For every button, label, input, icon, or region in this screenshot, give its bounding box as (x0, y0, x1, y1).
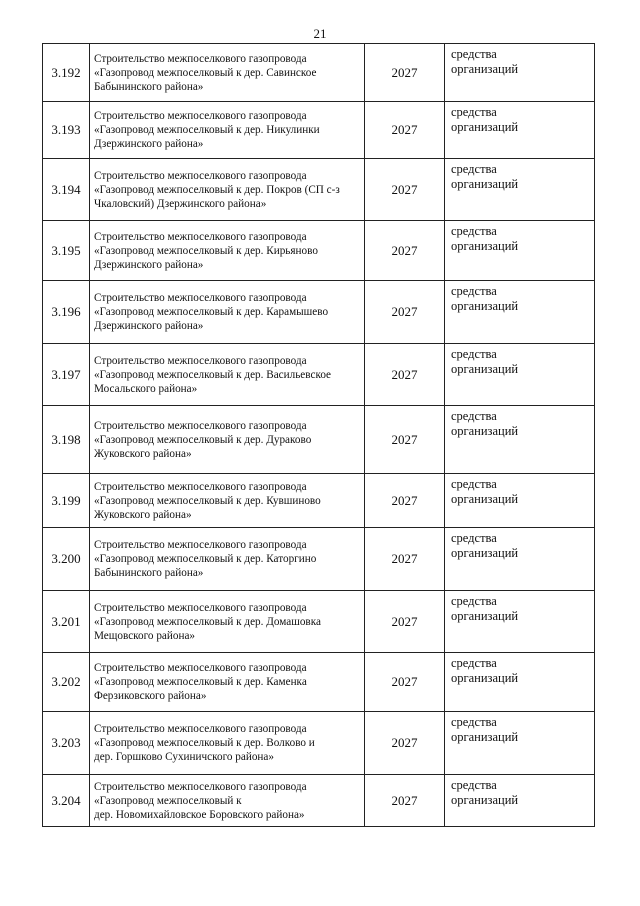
funding-source-line: организаций (451, 730, 519, 744)
table-row (43, 44, 595, 102)
funding-source-line: средства (451, 224, 497, 238)
table-row (43, 102, 595, 159)
item-year: 2027 (365, 44, 445, 102)
item-number: 3.197 (43, 344, 90, 406)
funding-source-line: организаций (451, 62, 519, 76)
description-line: Жуковского района» (94, 447, 192, 460)
item-number: 3.203 (43, 712, 90, 775)
item-year: 2027 (365, 474, 445, 528)
funding-source-line: организаций (451, 120, 519, 134)
description-line: Строительство межпоселкового газопровода (94, 601, 307, 614)
funding-source-line: средства (451, 162, 497, 176)
item-description (90, 221, 365, 281)
item-number: 3.200 (43, 528, 90, 591)
funding-source (445, 775, 595, 827)
description-line: «Газопровод межпоселковый к дер. Каторгино (94, 553, 317, 565)
item-number: 3.196 (43, 281, 90, 344)
description-line: Строительство межпоселкового газопровода (94, 230, 307, 243)
item-description (90, 344, 365, 406)
funding-source-line: организаций (451, 609, 519, 623)
item-number: 3.192 (43, 44, 90, 102)
description-line: «Газопровод межпоселковый к дер. Кирьяново (94, 244, 318, 257)
funding-source-line: средства (451, 477, 497, 491)
description-line: Дзержинского района» (94, 320, 204, 332)
item-year: 2027 (365, 344, 445, 406)
description-line: Дзержинского района» (94, 138, 204, 150)
item-year: 2027 (365, 775, 445, 827)
description-line: «Газопровод межпоселковый к дер. Волково и (94, 737, 315, 749)
plan-table-body (43, 44, 595, 827)
item-description (90, 102, 365, 159)
funding-source (445, 44, 595, 102)
page-number: 21 (313, 26, 327, 41)
funding-source-line: организаций (451, 671, 519, 685)
funding-source-line: организаций (451, 793, 519, 807)
funding-source (445, 281, 595, 344)
description-line: дер. Горшково Сухиничского района» (94, 751, 274, 763)
funding-source-line: средства (451, 594, 497, 608)
item-description (90, 712, 365, 775)
item-number: 3.193 (43, 102, 90, 159)
item-number: 3.201 (43, 591, 90, 653)
funding-source-line: организаций (451, 239, 519, 253)
funding-source-line: средства (451, 778, 497, 792)
description-line: Жуковского района» (94, 508, 192, 521)
funding-source (445, 528, 595, 591)
description-line: Мосальского района» (94, 382, 198, 395)
description-line: Строительство межпоселкового газопровода (94, 419, 307, 432)
funding-source-line: организаций (451, 362, 519, 376)
description-line: «Газопровод межпоселковый к дер. Савинское (94, 66, 317, 79)
funding-source-line: средства (451, 656, 497, 670)
description-line: Мещовского района» (94, 629, 196, 642)
item-description (90, 44, 365, 102)
item-year: 2027 (365, 406, 445, 474)
item-number: 3.199 (43, 474, 90, 528)
item-year: 2027 (365, 159, 445, 221)
description-line: Строительство межпоселкового газопровода (94, 169, 307, 182)
table-row (43, 344, 595, 406)
funding-source (445, 591, 595, 653)
description-line: «Газопровод межпоселковый к (94, 794, 242, 807)
description-line: «Газопровод межпоселковый к дер. Васильевское (94, 368, 332, 381)
table-row (43, 591, 595, 653)
item-description (90, 281, 365, 344)
item-number: 3.202 (43, 653, 90, 712)
description-line: «Газопровод межпоселковый к дер. Дураково (94, 433, 312, 446)
funding-source-line: организаций (451, 492, 519, 506)
description-line: Ферзиковского района» (94, 690, 207, 702)
table-row (43, 528, 595, 591)
description-line: Дзержинского района» (94, 258, 204, 271)
table-row (43, 775, 595, 827)
description-line: Строительство межпоселкового газопровода (94, 480, 307, 493)
item-year: 2027 (365, 528, 445, 591)
funding-source-line: средства (451, 409, 497, 423)
item-description (90, 775, 365, 827)
item-description (90, 406, 365, 474)
description-line: Строительство межпоселкового газопровода (94, 539, 307, 551)
description-line: Чкаловский) Дзержинского района» (94, 197, 267, 210)
funding-source (445, 653, 595, 712)
funding-source-line: средства (451, 531, 497, 545)
item-year: 2027 (365, 221, 445, 281)
funding-source (445, 344, 595, 406)
description-line: Строительство межпоселкового газопровода (94, 662, 307, 674)
item-description (90, 653, 365, 712)
description-line: «Газопровод межпоселковый к дер. Карамышево (94, 306, 329, 318)
item-year: 2027 (365, 281, 445, 344)
plan-table (42, 43, 595, 827)
description-line: Строительство межпоселкового газопровода (94, 723, 307, 735)
description-line: Строительство межпоселкового газопровода (94, 780, 307, 793)
item-year: 2027 (365, 653, 445, 712)
table-row (43, 712, 595, 775)
funding-source-line: средства (451, 105, 497, 119)
funding-source-line: организаций (451, 299, 519, 313)
description-line: «Газопровод межпоселковый к дер. Каменка (94, 676, 307, 688)
funding-source-line: организаций (451, 177, 519, 191)
description-line: «Газопровод межпоселковый к дер. Домашовка (94, 615, 321, 628)
funding-source-line: средства (451, 284, 497, 298)
item-description (90, 474, 365, 528)
description-line: Строительство межпоселкового газопровода (94, 354, 307, 367)
description-line: «Газопровод межпоселковый к дер. Кувшиново (94, 494, 321, 507)
description-line: Бабынинского района» (94, 80, 204, 93)
funding-source-line: средства (451, 47, 497, 61)
funding-source (445, 406, 595, 474)
item-description (90, 159, 365, 221)
item-year: 2027 (365, 712, 445, 775)
table-row (43, 281, 595, 344)
item-year: 2027 (365, 102, 445, 159)
item-number: 3.194 (43, 159, 90, 221)
item-number: 3.204 (43, 775, 90, 827)
item-description (90, 528, 365, 591)
funding-source (445, 102, 595, 159)
item-description (90, 591, 365, 653)
description-line: Строительство межпоселкового газопровода (94, 292, 307, 304)
table-row (43, 653, 595, 712)
description-line: «Газопровод межпоселковый к дер. Покров (СП с-з (94, 183, 340, 196)
funding-source-line: средства (451, 347, 497, 361)
description-line: «Газопровод межпоселковый к дер. Никулинки (94, 124, 320, 136)
item-year: 2027 (365, 591, 445, 653)
funding-source (445, 221, 595, 281)
item-number: 3.195 (43, 221, 90, 281)
table-row (43, 406, 595, 474)
funding-source-line: организаций (451, 546, 519, 560)
description-line: дер. Новомихайловское Боровского района» (94, 808, 305, 821)
table-row (43, 221, 595, 281)
description-line: Бабынинского района» (94, 567, 204, 579)
table-row (43, 159, 595, 221)
funding-source (445, 712, 595, 775)
funding-source-line: организаций (451, 424, 519, 438)
funding-source (445, 474, 595, 528)
table-row (43, 474, 595, 528)
funding-source-line: средства (451, 715, 497, 729)
description-line: Строительство межпоселкового газопровода (94, 110, 307, 122)
funding-source (445, 159, 595, 221)
description-line: Строительство межпоселкового газопровода (94, 52, 307, 65)
item-number: 3.198 (43, 406, 90, 474)
